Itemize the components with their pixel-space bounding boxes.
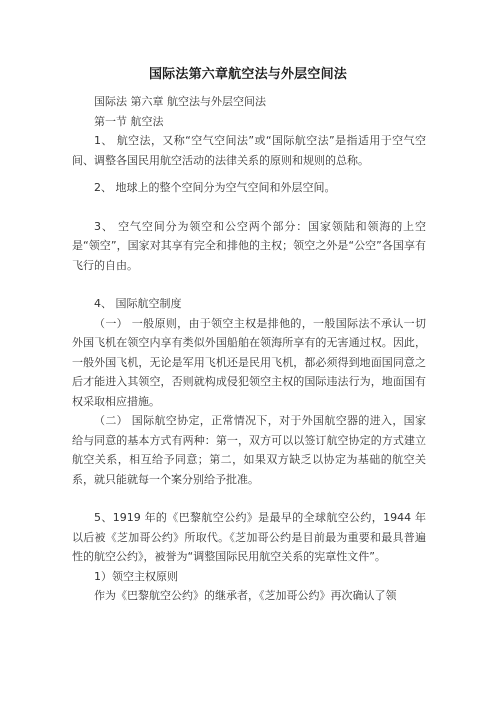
paragraph-item-4-1: （一） 一般原则，由于领空主权是排他的，一般国际法不承认一切外国飞机在领空内享有类似外国船舶在领海所享有的无害通过权。因此，一般外国飞机，无论是军用飞机还是民用飞机，都必须得到地面国同意之后才能进入其领空，否则就构成侵犯领空主权的国际违法行为，地面国有权采取相应措施。 [72, 316, 426, 408]
paragraph-section-heading: 第一节 航空法 [94, 114, 164, 128]
paragraph-subtitle: 国际法 第六章 航空法与外层空间法 [94, 95, 266, 108]
paragraph-gap [72, 489, 426, 508]
paragraph-item-4: 4、 国际航空制度 [94, 297, 182, 310]
paragraph-item-1: 1、 航空法，又称“空气空间法”或“国际航空法”是指适用于空气空间、调整各国民用航空活动的法律关系的原则和规则的总称。 [72, 134, 426, 167]
paragraph-gap [72, 198, 426, 217]
paragraph-gap [72, 275, 426, 294]
document-body [72, 92, 426, 606]
paragraph-item-5: 5、1919 年的《巴黎航空公约》是最早的全球航空公约，1944 年以后被《芝加哥公约》所取代。《芝加哥公约是目前最为重要和最具普遍性的航空公约》，被誉为“调整国际民用航空关系的宪章性文件”。 [72, 511, 426, 563]
paragraph-item-3: 3、 空气空间分为领空和公空两个部分：国家领陆和领海的上空是“领空”，国家对其享有完全和排他的主权；领空之外是“公空”各国享有飞行的自由。 [72, 219, 426, 272]
paragraph-item-4-2: （二） 国际航空协定，正常情况下，对于外国航空器的进入，国家给与同意的基本方式有两种：第一，双方可以以签订航空协定的方式建立航空关系，相互给予同意；第二，如果双方缺乏以协定为基础的航空关系，就只能就每一个案分别给予批准。 [72, 414, 426, 486]
paragraph-item-2: 2、 地球上的整个空间分为空气空间和外层空间。 [94, 181, 336, 194]
paragraph-gap [72, 170, 426, 178]
paragraph-item-5-1-text: 作为《巴黎航空公约》的继承者，《芝加哥公约》再次确认了领 [94, 589, 397, 602]
paragraph-item-5-1: 1）领空主权原则 [94, 569, 178, 583]
document-title: 国际法第六章航空法与外层空间法 [148, 67, 347, 82]
